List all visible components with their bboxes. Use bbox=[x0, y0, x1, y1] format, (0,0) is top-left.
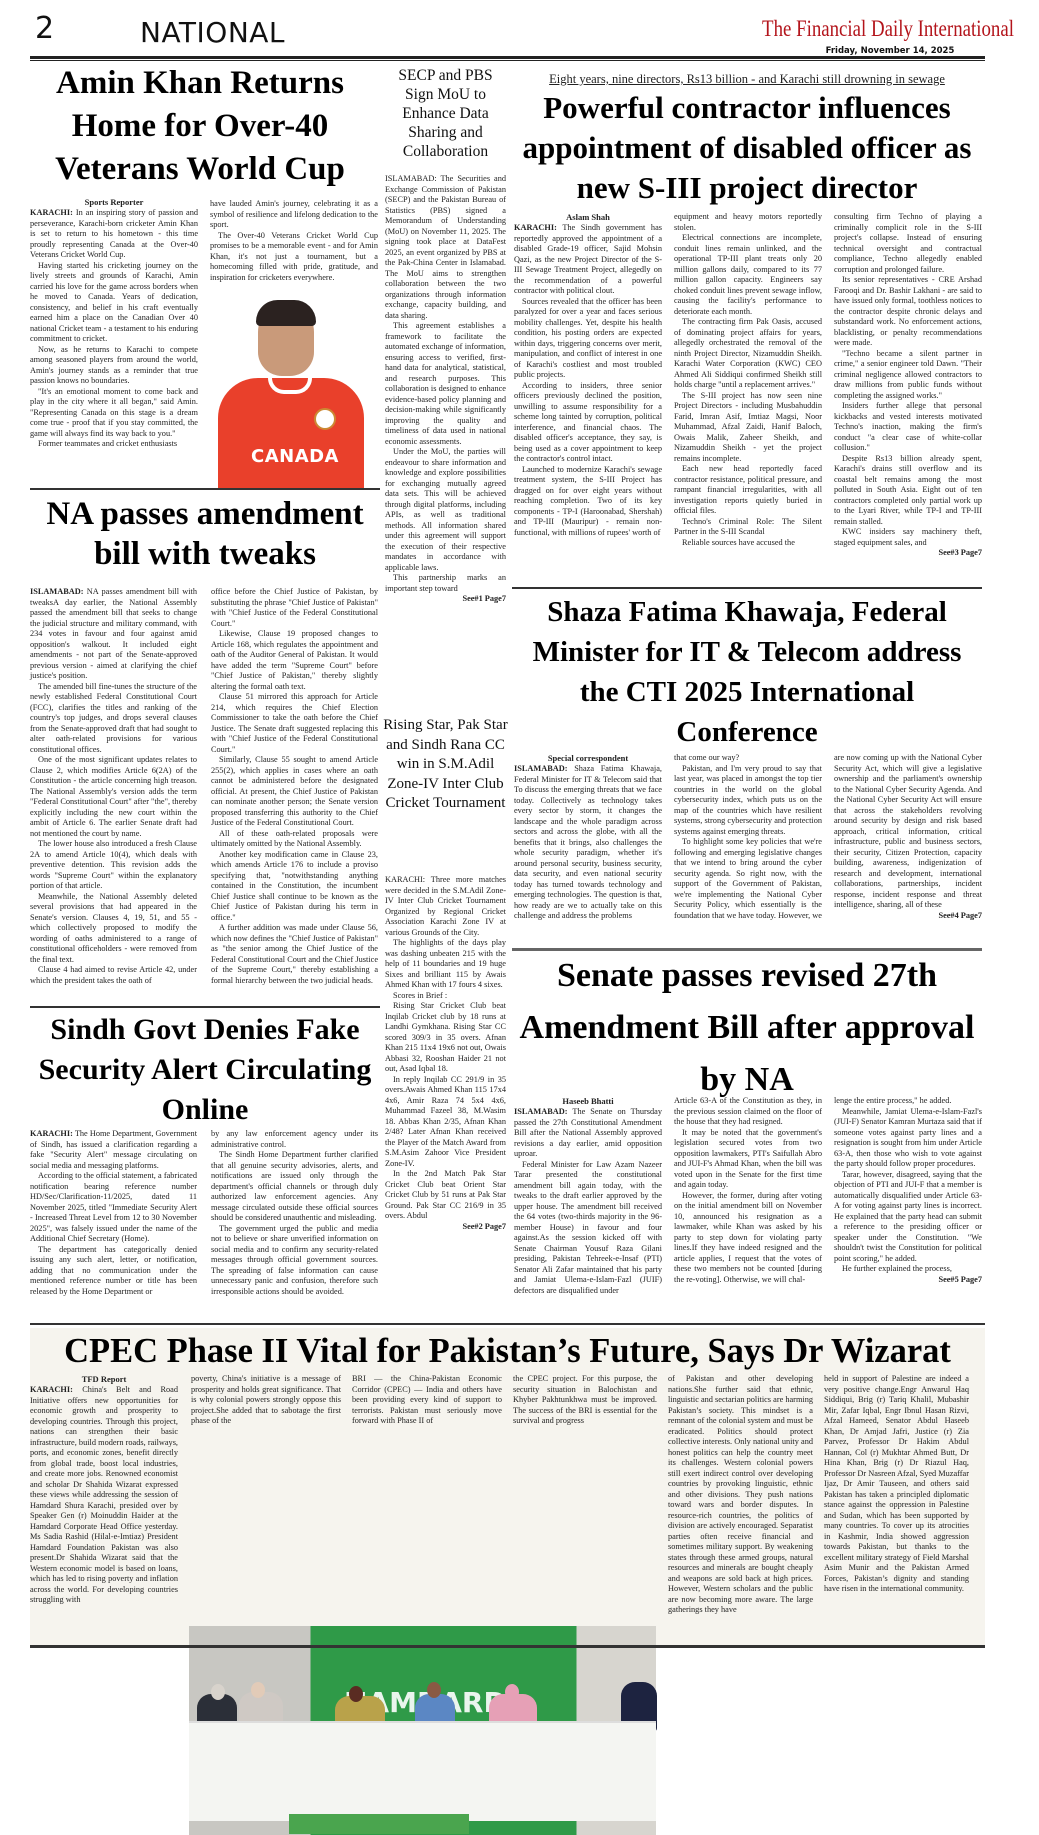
paragraph: To highlight some key policies that we're following and emerging legislative changes that we intend to bring around the cyber security agenda. So right now, with the support of the Government of Pakistan, we're implementing the National Cyber Security Policy, which essentially is the foundation that we have today. However, we bbox=[674, 837, 822, 920]
divider bbox=[30, 1645, 985, 1648]
paragraph: Scores in Brief : bbox=[393, 990, 448, 1000]
paragraph: that come our way? bbox=[674, 753, 740, 762]
paragraph: China's Belt and Road Initiative offers new opportunities for economic growth and prosperity to developing countries. Through this project, nations can strengthen their basic infrastructure, build modern roads, railways, ports, and economic zones, benefit directly from global trade, boost local industries, and create more jobs. Renowned economist and scholar Dr Shahida Wizarat expressed these views while addressing the session of Hamdard Shura Karachi, presided over by Speaker Gen (r) Moinuddin Haider at the Hamdard Corporate Head Office yesterday. Ms Sadia Rashid (Hilal-e-Imtiaz) President Hamdard Foundation Pakistan was also present.Dr Shahida Wizarat said that the Western economic model is based on loans, which has led to rising poverty and inflation across the world. For developing countries struggling with bbox=[30, 1385, 178, 1604]
paragraph: Sources revealed that the officer has been paralyzed for over a year and faces serious mobility challenges. Yet, despite his health condition, his posting orders are expected within days, triggering concerns over merit, manipulation, and conflict of interest in one of Karachi's costliest and most troubled public projects. bbox=[514, 296, 662, 379]
paragraph: Article 63-A of the Constitution as they, in the previous session claimed on the floor of the house that they had resigned. bbox=[674, 1096, 822, 1126]
byline: Aslam Shah bbox=[566, 212, 610, 222]
paragraph: lenge the entire process," he added. bbox=[834, 1096, 952, 1105]
column bbox=[211, 1129, 378, 1297]
paragraph: According to the official statement, a fabricated notification bearing reference number HD/Sec/Clarification-11/2025, dated 11 November 2025, titled "Immediate Security Alert - Increased Threat Level from 12 to 30 November 2025", was falsely issued under the name of the Additional Chief Secretary (Home). bbox=[30, 1171, 197, 1243]
headline-secp: SECP and PBS Sign MoU to Enhance Data Sharing and Collaboration bbox=[398, 67, 493, 160]
paragraph: by any law enforcement agency under its administrative control. bbox=[211, 1129, 378, 1149]
paragraph: The contracting firm Pak Oasis, accused of dominating project affairs for years, allegedly orchestrated the removal of the ninth Project Director, Nizamuddin Sheikh. Karachi Water Corporation (KWC) CEO Ahmed Ali Siddiqui confirmed Sheikh still holds charge "until a replacement arrives." bbox=[674, 317, 822, 389]
paragraph: are now coming up with the National Cyber Security Act, which will give a legislative ownership and the parliament's ownership to the National Cyber Security Agenda. And the National Cyber Security Act will ensure that across the stakeholders revolving around security by design and risk based approach, critical information, critical infrastructure, public and business sectors, their security, Citizen Protection, capacity building, awareness, indigenization of research and development, international collaborations, partnerships, incident response, incident response and threat intelligence, sharing, all of these bbox=[834, 753, 982, 909]
divider bbox=[30, 1006, 380, 1008]
paragraph: Former teammates and cricket enthusiasts bbox=[38, 439, 178, 448]
article-cpec-col6 bbox=[824, 1374, 969, 1595]
paragraph: The S-III project has now seen nine Project Directors - including Musbahuddin Farid, Imran Asif, Imtiaz Magsi, Noor Muhammad, Afzal Zaidi, Hanif Baloch, Owais Malik, Zaheer Sheikh, and Nizamuddin Sheikh - yet the project remains incomplete. bbox=[674, 390, 822, 463]
column bbox=[674, 753, 822, 922]
paragraph: KARACHI: Three more matches were decided in the S.M.Adil Zone-IV Inter Club Cricket Tournament Organized by Regional Cricket Association Karachi Zone IV at various Grounds of the City. bbox=[385, 875, 506, 937]
issue-date: Friday, November 14, 2025 bbox=[825, 46, 955, 56]
paragraph: poverty, China's initiative is a message of prosperity and holds great significance. That is why colonial powers strongly oppose this project.She added that to sabotage the first phase of the bbox=[191, 1374, 341, 1425]
photo-amin-khan bbox=[210, 296, 375, 488]
byline: Haseeb Bhatti bbox=[562, 1096, 614, 1106]
dateline: KARACHI: bbox=[30, 1385, 73, 1394]
paragraph: According to insiders, three senior officers previously declined the position, unwilling to assume responsibility for a scheme long tainted by corruption, political interference, and financial chaos. The disabled officer's acceptance, they say, is being used as a cover appointment to keep the contractor's control intact. bbox=[514, 380, 662, 463]
headline-amin: Amin Khan Returns Home for Over-40 Veterans World Cup bbox=[55, 65, 345, 187]
photo-shirt bbox=[218, 378, 364, 488]
photo-floor bbox=[289, 1814, 469, 1834]
maple-leaf-icon bbox=[314, 408, 336, 430]
continued-link[interactable]: See#3 Page7 bbox=[938, 548, 982, 557]
photo-person-head bbox=[349, 1686, 363, 1702]
photo-person-head bbox=[505, 1684, 519, 1700]
article-cpec-col5 bbox=[668, 1374, 813, 1616]
article-cpec-col4 bbox=[513, 1374, 657, 1427]
paragraph: Shaza Fatima Khawaja, Federal Minister for IT & Telecom said that To discuss the emerging threats that we face today. Collectively as technology takes every sector by storm, it changes the landscape and the whole paradigm across sectors and across the globe, with all the benefits that it brings, also challenges the whole security paradigm, whether it's around personal security, business security, data security, and even national security today has turned towards technology and emerging technologies. The question is that, how ready are we to actually take on this challenge and address the problems bbox=[514, 764, 662, 920]
masthead: The Financial Daily International bbox=[762, 16, 1014, 41]
headline-sindh: Sindh Govt Denies Fake Security Alert Circulating Online bbox=[38, 1013, 372, 1126]
paragraph: Another key modification came in Clause 23, which amends Article 176 to include a proviso specifying that, "notwithstanding anything contained in the Constitution, the incumbent Chief Justice shall continue to be known as the Chief Justice of Pakistan during his term in office." bbox=[211, 849, 378, 922]
paragraph: Now, as he returns to Karachi to compete among seasoned players from around the world, Amin's journey stands as a reminder that true passion knows no boundaries. bbox=[30, 344, 198, 385]
paragraph: The Senate on Thursday passed the 27th Constitutional Amendment Bill after the National Assembly approved revisions a day earlier, amid opposition uproar. bbox=[514, 1107, 662, 1158]
dateline: ISLAMABAD: bbox=[30, 587, 84, 596]
paragraph: NA passes amendment bill with tweaksA day earlier, the National Assembly passed the amendment bill that seeks to change the judicial structure and military command, with 234 votes in favour and four against amid opposition's walkout. It included eight amendments - not part of the Senate-approved previous version - aimed at clarifying the chief justice's position. bbox=[30, 587, 198, 680]
paragraph: Clause 51 mirrored this approach for Article 214, which requires the Chief Election Commissioner to take the oath before the Chief Justice. The Senate draft suggested replacing this with "Chief Justice of the Federal Constitutional Court." bbox=[211, 692, 378, 754]
page-number: 2 bbox=[35, 11, 55, 46]
header-rule bbox=[30, 56, 985, 61]
byline: Special correspondent bbox=[547, 753, 629, 763]
paragraph: "Techno became a silent partner in crime," a senior engineer told Dawn. "Their criminal negligence allowed contractors to draw millions from public funds without completing the assigned works." bbox=[834, 348, 982, 400]
dateline: ISLAMABAD: bbox=[514, 764, 568, 773]
divider bbox=[30, 1323, 985, 1325]
column bbox=[834, 1096, 982, 1296]
paragraph: The Securities and Exchange Commission of Pakistan (SECP) and the Pakistan Bureau of Statistics (PBS) signed a Memorandum of Understanding (MoU) on November 11, 2025. The signing took place at DataFest 2025, an event organized by PBS at the Pak-China Center in Islamabad. The MoU aims to strengthen collaboration between the two organizations through information exchange, capacity building, and data sharing. bbox=[385, 174, 506, 320]
dateline: KARACHI: bbox=[30, 208, 73, 217]
paragraph: Insiders further allege that personal kickbacks and vested interests motivated Techno's inaction, making the firm's conduct "a clear case of white-collar collusion." bbox=[834, 401, 982, 452]
paragraph: Federal Minister for Law Azam Nazeer Tarar presented the constitutional amendment bill again today, with the tweaks to the draft earlier approved by the upper house. The amendment bill received the 64 votes (two-thirds majority in the 96-member House) in favour and four against.As the session kicked off with Senate Chairman Yousuf Raza Gilani presiding, Pakistan Tehreek-e-Insaf (PTI) Senator Ali Zafar maintained that his party and Jamiat Ulema-e-Islam-Fazl (JUIF) defectors are disqualified under bbox=[514, 1159, 662, 1295]
article-cpec-col2 bbox=[191, 1374, 341, 1427]
paragraph: However, the former, during after voting on the initial amendment bill on November 10, announced his resignation as a lawmaker, while Khan was asked by his party to step down for violating party lines.If they have indeed resigned and the article applies, I request that the votes of these two members not be counted [during the re-voting]. Otherwise, we will chal- bbox=[674, 1190, 822, 1284]
paragraph: It may be noted that the government's legislation secured votes from two opposition lawmakers, PTI's Saifullah Abro and JUI-F's Ahmad Khan, when the bill was voted upon in the Senate for the first time and again today. bbox=[674, 1127, 822, 1189]
paragraph: This partnership marks an important step toward bbox=[385, 573, 506, 593]
paragraph: Similarly, Clause 55 sought to amend Article 255(2), which applies in cases where an oath cannot be administered before the designated official. At present, the Chief Justice of Pakistan can nominate another person; the Senate version proposed transferring this authority to the Chief Justice of the Federal Constitutional Court. bbox=[211, 755, 378, 827]
photo-hair bbox=[256, 300, 316, 326]
paragraph: "It's an emotional moment to come back and play in the city where it all began," said Amin. "Representing Canada on this stage is a dream come true - proof that if you stay committed, the game will always find its way back to you." bbox=[30, 386, 198, 438]
paragraph: KWC insiders say machinery theft, staged equipment sales, and bbox=[834, 527, 982, 547]
column bbox=[674, 212, 822, 558]
photo-person-head bbox=[251, 1682, 265, 1698]
paragraph: office before the Chief Justice of Pakistan, by substituting the phrase "Chief Justice of Pakistan" with "Chief Justice of the Federal Constitutional Court." bbox=[211, 587, 378, 628]
paragraph: of Pakistan and other developing nations.She further said that ethnic, linguistic and sectarian politics are harming Pakistan’s society. This mindset is a remnant of the colonial system and must be eradicated. Politics should protect collective interests. Only national unity and honest politics can help the country meet its challenges. Western colonial powers still exert indirect control over developing countries by provoking linguistic, ethnic and other divisions. They push nations toward wars and border disputes. In resource-rich countries, the politics of division are actively encouraged. Separatist parties often receive financial and sometimes military support. By weakening states through these armed groups, natural resources and minerals are bought cheaply and weapons are sold back at high prices. However, Western scholars and the public are now becoming more aware. The large gatherings they have bbox=[668, 1374, 813, 1614]
article-contractor bbox=[514, 212, 982, 558]
headline-cpec: CPEC Phase II Vital for Pakistan’s Future, Says Dr Wizarat bbox=[64, 1332, 951, 1370]
paragraph: Meanwhile, the National Assembly deleted several provisions that had appeared in the Senate's version. Clauses 4, 19, 51, and 55 - which collectively proposed to modify the wording of oaths administered to a range of constitutional officeholders - were removed from the final text. bbox=[30, 891, 197, 964]
photo-person-head bbox=[211, 1684, 225, 1700]
paragraph: The lower house also introduced a fresh Clause 2A to amend Article 10(4), which deals with preventive detention. This revision adds the words "Supreme Court" within the explanatory portion of that article. bbox=[30, 839, 197, 890]
column bbox=[514, 1096, 662, 1296]
paragraph: Rising Star Cricket Club beat Inqilab Cricket club by 18 runs at Landhi Gymkhana. Rising Star CC scored 309/3 in 35 overs. Afnan Khan 215 11x4 19x6 not out, Owais Abbasi 32, Rooshan Haider 21 not out, Asad Iqbal 18. bbox=[385, 1001, 506, 1073]
paragraph: Electrical connections are incomplete, conduit lines remain unlinked, and the operational TP-III plant treats only 20 million gallons daily, compared to its 77 million gallon capacity. Engineers say choked conduit lines prevent sewage inflow, causing the facility's performance to deteriorate each month. bbox=[674, 233, 822, 316]
dateline: ISLAMABAD: bbox=[514, 1107, 568, 1116]
paragraph: All of these oath-related proposals were ultimately omitted by the National Assembly. bbox=[211, 828, 378, 848]
paragraph: Launched to modernize Karachi's sewage treatment system, the S-III Project has dragged on for over eight years without reaching completion. Two of its key components - TP-I (Haroonabad, Shershah) and TP-III (Mauripur) - remain non-functional, with millions of rupees' worth of bbox=[514, 464, 662, 537]
paragraph: Having started his cricketing journey on the lively streets and grounds of Karachi, Amin carried his love for the game across borders when he moved to Canada. Years of dedication, consistency, and belief in his craft eventually earned him a place on the Canadian Over 40 national Cricket team - a testament to his enduring commitment to cricket. bbox=[30, 260, 198, 343]
headline-contractor: Powerful contractor influences appointment of disabled officer as new S-III project director bbox=[522, 90, 972, 205]
paragraph: the CPEC project. For this purpose, the security situation in Balochistan and Khyber Pakhtunkhwa must be improved. The success of the BRI is essential for the survival and progress bbox=[513, 1374, 657, 1425]
paragraph: Likewise, Clause 19 proposed changes to Article 168, which regulates the appointment and oath of the Auditor General of Pakistan. It would have added the term "Supreme Court" before "Chief Justice of Pakistan," thereby slightly altering the formal oath text. bbox=[211, 629, 378, 691]
paragraph: The highlights of the days play was dashing unbeaten 215 with the help of 11 boundaries and 19 huge Sixes and brilliant 115 by Awais Ahmed Khan with 17 fours 4 sixes. bbox=[385, 938, 506, 989]
article-cpec-col1 bbox=[30, 1374, 178, 1606]
column bbox=[514, 753, 662, 922]
headline-senate: Senate passes revised 27th Amendment Bill after approval by NA bbox=[519, 957, 975, 1098]
paragraph: have lauded Amin's journey, celebrating it as a symbol of resilience and lifelong dedication to the sport. bbox=[210, 199, 378, 229]
column bbox=[30, 1129, 197, 1297]
continued-link[interactable]: See#5 Page7 bbox=[938, 1274, 982, 1284]
byline: Sports Reporter bbox=[84, 197, 144, 207]
paragraph: The department has categorically denied issuing any such alert, letter, or notification, adding that no communication under the mentioned reference number or title has been released by the Home Department or bbox=[30, 1244, 197, 1296]
paragraph: held in support of Palestine are indeed a very positive change.Engr Anwarul Haq Siddiqui, Brig (r) Tariq Khalil, Mubashir Mir, Zafar Iqbal, Engr Ibnul Hasan Rizvi, Afzal Hameed, Senator Abdul Haseeb Khan, Dr Amjad Jafri, Justice (r) Zia Parvez, Professor Dr Hakim Abdul Hannan, Col (r) Mukhtar Ahmed Butt, Dr Hina Khan, Brig (r) Dr Riazul Haq, Professor Dr Nasreen Afzal, Syed Muzaffar Ijaz, Dr Amir Tauseen, and others said Pakistan has taken a principled diplomatic stance against the oppression in Palestine and Sudan, which has been supported by many countries. To cover up its atrocities in Kashmir, India showed aggression towards Pakistan, but thanks to the excellent military strategy of Field Marshal Asim Munir and the Pakistan Armed Forces, Pakistan’s dignity and standing have risen in the international community. bbox=[824, 1374, 969, 1593]
divider bbox=[30, 488, 380, 490]
paragraph: Its senior representatives - CRE Arshad Farooqi and Dr. Bashir Lakhani - are said to have issued only formal, toothless notices to the contractor despite chronic delays and substandard work. No enforcement actions, blacklisting, or penalty recommendations were made. bbox=[834, 275, 982, 347]
paragraph: BRI — the China-Pakistan Economic Corridor (CPEC) — India and others have been providing every kind of support to terrorists. Pakistan must seriously move forward with Phase II of bbox=[352, 1374, 502, 1425]
paragraph: In an inspiring story of passion and perseverance, Karachi-born cricketer Amin Khan is set to return to his hometown - this time proudly representing Canada at the Over-40 Veterans Cricket World Cup. bbox=[30, 208, 198, 259]
paragraph: The Sindh Home Department further clarified that all genuine security advisories, alerts, and notifications are issued only through the department's official channels or through duly authorized law enforcement agencies. Any message circulated outside these official sources should be considered unauthentic and misleading. bbox=[211, 1150, 378, 1222]
photo-person-head bbox=[427, 1682, 441, 1698]
paragraph: Meanwhile, Jamiat Ulema-e-Islam-Fazl's (JUI-F) Senator Kamran Murtaza said that if someone votes against party lines and a resignation is sought from him under Article 63-A, then those who wish to vote against the party should follow proper procedures. bbox=[834, 1106, 982, 1168]
paragraph: consulting firm Techno of playing a criminally complicit role in the S-III project's collapse. Instead of ensuring technical oversight and contractual compliance, Techno allegedly enabled corruption and prolonged failure. bbox=[834, 212, 982, 274]
paragraph: Under the MoU, the parties will endeavour to share information and knowledge and explore possibilities for exchanging mutually agreed data sets. This will be achieved through digital platforms, including APIs, as well as traditional methods. All information shared under this agreement will support the execution of their respective mandates in accordance with applicable laws. bbox=[385, 447, 506, 572]
article-na-bill bbox=[30, 587, 378, 986]
column bbox=[674, 1096, 822, 1296]
paragraph: The government urged the public and media not to believe or share unverified information on social media and to confirm any security-related messages through official government sources. The spreading of false information can cause unnecessary panic and confusion, therefore such irresponsible actions should be avoided. bbox=[211, 1223, 378, 1296]
dateline: ISLAMABAD: bbox=[385, 174, 437, 183]
paragraph: This agreement establishes a framework to facilitate the automated exchange of information, ensuring access to verified, first-hand data for analytical, statistical, and research purposes. This collaboration is designed to enhance evidence-based policy planning and decision-making while significantly improving the quality and timeliness of data used in national economic assessments. bbox=[385, 321, 506, 446]
paragraph: Tarar, however, disagreed, saying that the objection of PTI and JUI-F that a member is automatically disqualified under Article 63-A for voting against party lines is incorrect. He explained that the party head can submit a reference to the presiding officer or speaker under the Constitution. "We shouldn't twist the Constitution for political point scoring," he added. bbox=[834, 1169, 982, 1263]
paragraph: He further explained the process, bbox=[842, 1264, 952, 1273]
paragraph: A further addition was made under Clause 56, which now defines the "Chief Justice of Pakistan" as "the senior among the Chief Justice of the Federal Constitutional Court and the Chief Justice of the Supreme Court," thereby establishing a formal hierarchy between the two judicial heads. bbox=[211, 923, 378, 985]
paragraph: Despite Rs13 billion already spent, Karachi's drains still overflow and its coastal belt remains among the most polluted in South Asia. Eight out of ten contractors completed only partial work up to the Lyari River, while TP-I and TP-III remain stalled. bbox=[834, 453, 982, 526]
photo-shirt-text: CANADA bbox=[250, 446, 339, 467]
dateline: KARACHI: bbox=[30, 1129, 73, 1138]
byline: TFD Report bbox=[81, 1374, 127, 1384]
continued-link[interactable]: See#4 Page7 bbox=[938, 910, 982, 920]
paragraph: Clause 4 had aimed to revise Article 42, under which the president takes the oath of bbox=[30, 965, 197, 985]
column bbox=[834, 212, 982, 558]
paragraph: In reply Inqilab CC 291/9 in 35 overs.Awais Ahmed Khan 115 17x4 4x6, Amir Raza 74 5x4 4x6, Muhammad Fazeel 38, M.Wasim 18. Abbas Khan 2/35, Afnan Khan 2/48? Later Afnan Khan received the Player of the Match Award from S.M.Asim Zahoor Vice President Zone-IV. bbox=[385, 1074, 506, 1168]
article-rising-star bbox=[385, 875, 506, 1232]
article-cpec-col3 bbox=[352, 1374, 502, 1427]
article-senate bbox=[514, 1096, 982, 1296]
paragraph: One of the most significant updates relates to Clause 2, which modifies Article 6(2A) of the Constitution - the article concerning high treason. The National Assembly's version adds the term "Federal Constitutional Court" after "the", thereby explicitly including the new court within the ambit of Article 6. The earlier Senate draft had not mentioned the court by name. bbox=[30, 755, 197, 838]
article-amin-col2 bbox=[210, 199, 378, 283]
dateline: KARACHI: bbox=[514, 223, 557, 232]
headline-shaza: Shaza Fatima Khawaja, Federal Minister for IT & Telecom address the CTI 2025 International Conference bbox=[532, 596, 962, 748]
paragraph: Each new head reportedly faced contractor resistance, political pressure, and rampant financial irregularities, with all investigation reports quietly buried in official files. bbox=[674, 464, 822, 515]
column bbox=[834, 753, 982, 922]
paragraph: In the 2nd Match Pak Star Cricket Club beat Orient Star Cricket Club by 51 runs at Pak Star Ground. Pak Star CC 216/9 in 35 overs. Abdul bbox=[385, 1169, 506, 1220]
article-secp bbox=[385, 174, 506, 604]
article-amin-col1 bbox=[30, 197, 198, 450]
kicker-contractor: Eight years, nine directors, Rs13 billion - and Karachi still drowning in sewage bbox=[549, 72, 945, 86]
paragraph: equipment and heavy motors reportedly stolen. bbox=[674, 212, 822, 232]
continued-link[interactable]: See#1 Page7 bbox=[462, 594, 506, 603]
column bbox=[30, 587, 197, 986]
column bbox=[514, 212, 662, 558]
continued-link[interactable]: See#2 Page7 bbox=[462, 1221, 506, 1231]
paragraph: The Home Department, Government of Sindh, has issued a clarification regarding a fake "Security Alert" message circulating on social media and messaging platforms. bbox=[30, 1129, 197, 1170]
article-sindh bbox=[30, 1129, 378, 1297]
photo-hamdard-session bbox=[189, 1626, 656, 1835]
paragraph: Reliable sources have accused the bbox=[682, 537, 795, 547]
paragraph: The Over-40 Veterans Cricket World Cup promises to be a memorable event - and for Amin Khan, it's not just a tournament, but a homecoming filled with pride, gratitude, and inspiration for cricketers everywhere. bbox=[210, 230, 378, 282]
paragraph: Techno's Criminal Role: The Silent Partner in the S-III Scandal bbox=[674, 516, 822, 536]
divider bbox=[512, 587, 982, 589]
column bbox=[211, 587, 378, 986]
paragraph: Pakistan, and I'm very proud to say that last year, was placed in amongst the top tier countries in the world on the global cybersecurity index, which puts us on the map of the countries which have resilient systems, strong cybersecurity and protection systems against emerging threats. bbox=[674, 763, 822, 836]
headline-na-bill: NA passes amendment bill with tweaks bbox=[46, 496, 364, 572]
photo-table bbox=[189, 1721, 656, 1821]
paragraph: The Sindh government has reportedly approved the appointment of a disabled Grade-19 officer, Sajid Mohsin Qazi, as the new Project Director of the S-III Sewage Treatment Project, allegedly on the recommendation of a powerful contractor with political clout. bbox=[514, 223, 662, 295]
article-shaza bbox=[514, 753, 982, 922]
section-title: NATIONAL bbox=[140, 16, 286, 49]
paragraph: The amended bill fine-tunes the structure of the newly established Federal Constitutional Court (FCC), clarifies the titles and ranking of the country's top judges, and drops several clauses from the Senate-approved draft that had sought to alter oath-related provisions for various constitutional offices. bbox=[30, 681, 197, 754]
headline-rising-star: Rising Star, Pak Star and Sindh Rana CC win in S.M.Adil Zone-IV Inter Club Cricket Tournament bbox=[383, 717, 508, 811]
